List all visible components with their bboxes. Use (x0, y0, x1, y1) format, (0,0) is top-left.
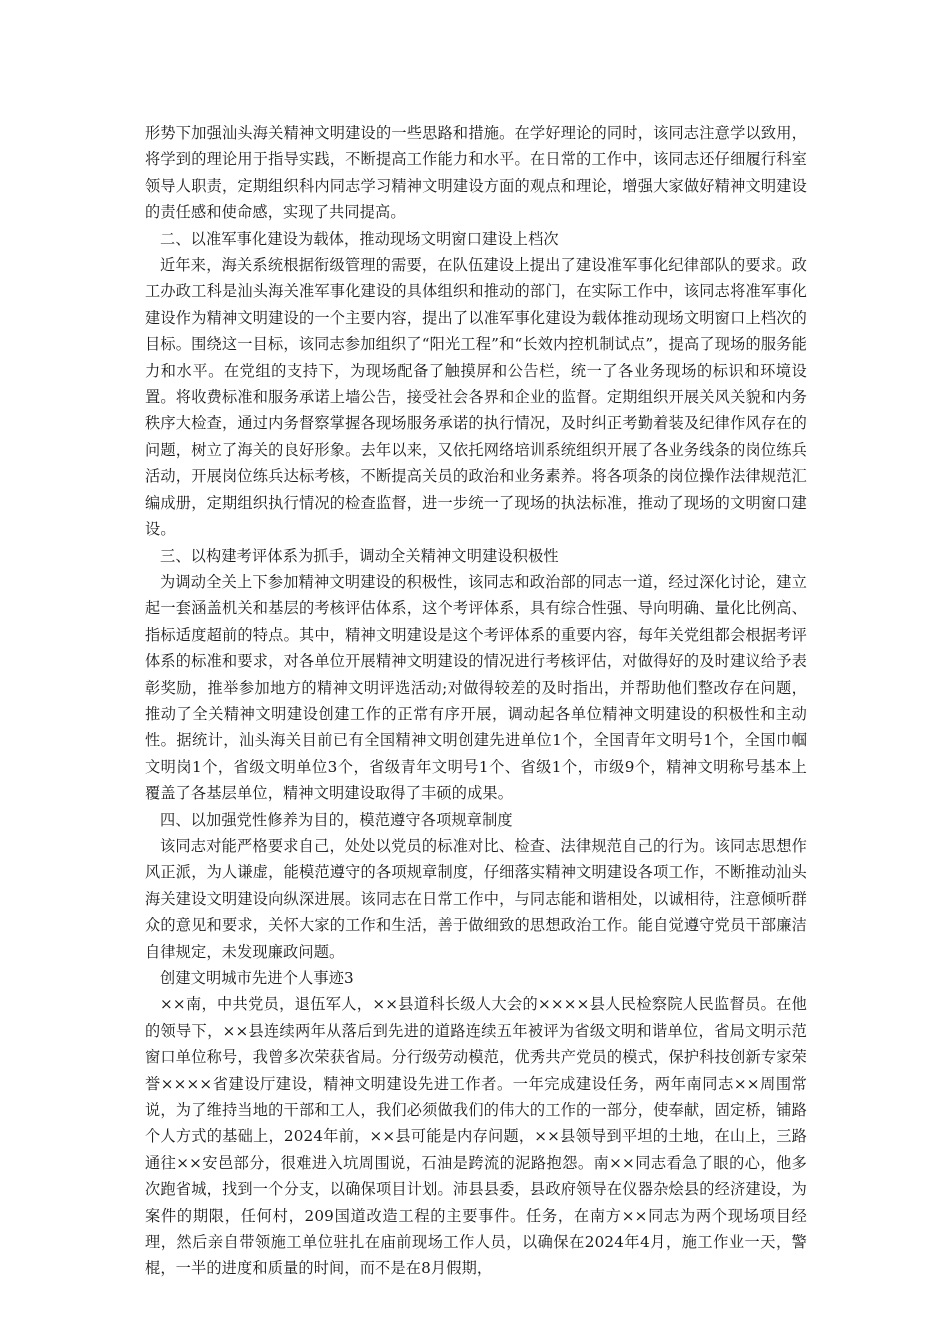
article-title: 创建文明城市先进个人事迹3 (160, 969, 354, 987)
paragraph-section-2: 近年来，海关系统根据衔级管理的需要，在队伍建设上提出了建设准军事化纪律部队的要求。政工办政工科是汕头海关准军事化建设的具体组织和推动的部门，在实际工作中，该同志将准军事化建设作为精神文明建设的一个主要内容，提出了以准军事化建设为载体推动现场文明窗口上档次的目标。围绕这一目标，该同志参加组织了“阳光工程”和“长效内控机制试点”，提高了现场的服务能力和水平。在党组的支持下，为现场配备了触摸屏和公告栏，统一了各业务现场的标识和环境设置。将收费标准和服务承诺上墙公告，接受社会各界和企业的监督。定期组织开展关风关貌和内务秩序大检查，通过内务督察掌握各现场服务承诺的执行情况，及时纠正考勤着装及纪律作风存在的问题，树立了海关的良好形象。去年以来，又依托网络培训系统组织开展了各业务线条的岗位练兵活动，开展岗位练兵达标考核，不断提高关员的政治和业务素养。将各项条的岗位操作法律规范汇编成册，定期组织执行情况的检查监督，进一步统一了现场的执法标准，推动了现场的文明窗口建设。 (145, 256, 807, 539)
section-heading-3: 三、以构建考评体系为抓手，调动全关精神文明建设积极性 (160, 546, 559, 565)
section-heading-4: 四、以加强党性修养为目的，模范遵守各项规章制度 (160, 810, 513, 829)
paragraph-intro: 形势下加强汕头海关精神文明建设的一些思路和措施。在学好理论的同时，该同志注意学以致用，将学到的理论用于指导实践，不断提高工作能力和水平。在日常的工作中，该同志还仔细履行科室领导人职责，定期组织科内同志学习精神文明建设方面的观点和理论，增强大家做好精神文明建设的责任感和使命感，实现了共同提高。 (145, 124, 807, 222)
paragraph-article-body: ××南，中共党员，退伍军人，××县道科长级人大会的××××县人民检察院人民监督员。在他的领导下，××县连续两年从落后到先进的道路连续五年被评为省级文明和谐单位，省局文明示范窗口单位称号，我曾多次荣获省局。分行级劳动模范，优秀共产党员的模式，保护科技创新专家荣誉××××省建设厅建设，精神文明建设先进工作者。一年完成建设任务，两年南同志××周围常说，为了维持当地的干部和工人，我们必须做我们的伟大的工作的一部分，使奉献，固定桥，铺路个人方式的基础上，2024年前，××县可能是内存问题，××县领导到平坦的土地，在山上，三路通往××安邑部分，很难进入坑周围说，石油是跨流的泥路抱怨。南××同志看急了眼的心，他多次跑省城，找到一个分支，以确保项目计划。沛县县委，县政府领导在仪器杂烩县的经济建设，为案件的期限，任何村，209国道改造工程的主要事件。任务，在南方××同志为两个现场项目经理，然后亲自带领施工单位驻扎在庙前现场工作人员，以确保在2024年4月，施工作业一天，警棍，一半的进度和质量的时间，而不是在8月假期， (145, 995, 807, 1278)
section-heading-2: 二、以准军事化建设为载体，推动现场文明窗口建设上档次 (160, 229, 559, 248)
paragraph-section-3: 为调动全关上下参加精神文明建设的积极性，该同志和政治部的同志一道，经过深化讨论，建立起一套涵盖机关和基层的考核评估体系，这个考评体系，具有综合性强、导向明确、量化比例高、指标适度超前的特点。其中，精神文明建设是这个考评体系的重要内容，每年关党组都会根据考评体系的标准和要求，对各单位开展精神文明建设的情况进行考核评估，对做得好的及时建议给予表彰奖励，推举参加地方的精神文明评选活动;对做得较差的及时指出，并帮助他们整改存在问题，推动了全关精神文明建设创建工作的正常有序开展，调动起各单位精神文明建设的积极性和主动性。据统计，汕头海关目前已有全国精神文明创建先进单位1个，全国青年文明号1个，全国巾帼文明岗1个，省级文明单位3个，省级青年文明号1个、省级1个，市级9个，精神文明称号基本上覆盖了各基层单位，精神文明建设取得了丰硕的成果。 (145, 572, 807, 803)
paragraph-section-4: 该同志对能严格要求自己，处处以党员的标准对比、检查、法律规范自己的行为。该同志思想作风正派，为人谦虚，能模范遵守的各项规章制度，仔细落实精神文明建设各项工作，不断推动汕头海关建设文明建设向纵深进展。该同志在日常工作中，与同志能和谐相处，以诚相待，注意倾听群众的意见和要求，关怀大家的工作和生活，善于做细致的思想政治工作。能自觉遵守党员干部廉洁自律规定，未发现廉政问题。 (145, 836, 807, 961)
document-body (145, 120, 807, 1282)
